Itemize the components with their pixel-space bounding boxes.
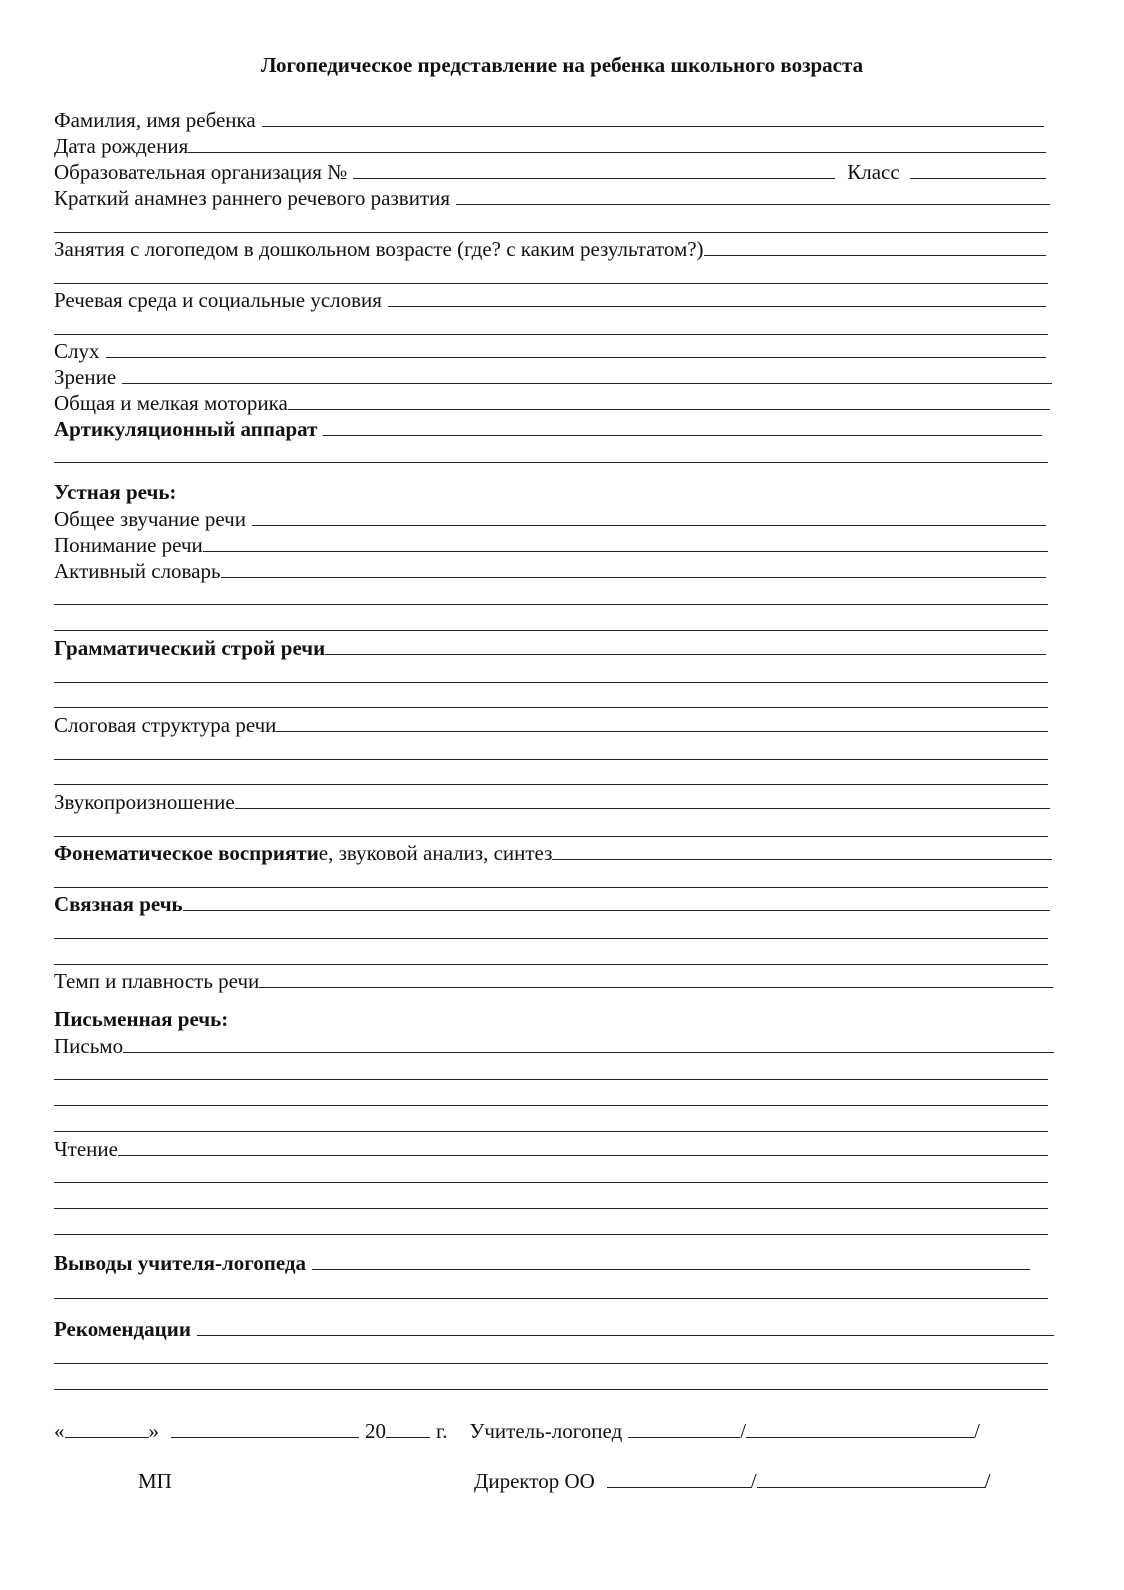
grammar-field[interactable] (325, 653, 1046, 655)
coherent-extra-line-1[interactable] (54, 938, 1048, 939)
reading-field[interactable] (118, 1154, 1048, 1156)
teacher-slash-2: / (974, 1419, 980, 1443)
tempo-label: Темп и плавность речи (54, 969, 260, 993)
coherent-extra-line-2[interactable] (54, 964, 1048, 965)
writing-extra-line-1[interactable] (54, 1079, 1048, 1080)
pronunciation-field[interactable] (235, 807, 1050, 809)
environment-extra-line[interactable] (54, 334, 1048, 335)
child-name-label: Фамилия, имя ребенка (54, 108, 256, 132)
comprehension-field[interactable] (203, 550, 1048, 552)
articulation-field[interactable] (323, 434, 1042, 436)
preschool-field[interactable] (704, 254, 1046, 256)
vision-field[interactable] (122, 382, 1052, 384)
school-row (54, 158, 1046, 184)
anamnesis-row (54, 184, 1050, 210)
quote-close: » (148, 1419, 159, 1443)
vocabulary-extra-line-2[interactable] (54, 630, 1048, 631)
pronunciation-extra-line[interactable] (54, 836, 1048, 837)
reading-label: Чтение (54, 1137, 118, 1161)
hearing-row (54, 337, 1046, 363)
anamnesis-label: Краткий анамнез раннего речевого развития (54, 186, 451, 210)
syllable-field[interactable] (276, 730, 1048, 732)
reading-row (54, 1135, 1048, 1161)
teacher-slash-1: / (740, 1419, 747, 1443)
birth-date-row (54, 132, 1046, 158)
anamnesis-extra-line[interactable] (54, 232, 1048, 233)
phonemic-label-bold: Фонематическое восприяти (54, 841, 319, 865)
conclusions-row (54, 1249, 1030, 1275)
grammar-extra-line-2[interactable] (54, 707, 1048, 708)
sound-general-row (54, 505, 1046, 531)
writing-row (54, 1032, 1054, 1058)
written-speech-heading: Письменная речь: (54, 1007, 229, 1031)
reading-extra-line-3[interactable] (54, 1234, 1048, 1235)
preschool-extra-line[interactable] (54, 283, 1048, 284)
environment-row (54, 286, 1046, 312)
conclusions-field[interactable] (312, 1268, 1030, 1270)
vision-row (54, 363, 1052, 389)
writing-label: Письмо (54, 1034, 124, 1058)
teacher-name-field[interactable] (746, 1436, 974, 1438)
grammar-extra-line-1[interactable] (54, 682, 1048, 683)
motor-label: Общая и мелкая моторика (54, 391, 288, 415)
year-suffix: г. (436, 1419, 448, 1443)
recommendations-extra-line-1[interactable] (54, 1363, 1048, 1364)
comprehension-label: Понимание речи (54, 533, 203, 557)
document-title: Логопедическое представление на ребенка школьного возраста (260, 53, 864, 77)
quote-open: « (54, 1419, 65, 1443)
month-field[interactable] (171, 1436, 359, 1438)
phonemic-label-rest: е, звуковой анализ, синтез (318, 841, 553, 865)
teacher-signature-field[interactable] (628, 1436, 740, 1438)
hearing-field[interactable] (106, 356, 1047, 358)
birth-date-field[interactable] (188, 151, 1046, 153)
recommendations-field[interactable] (197, 1334, 1054, 1336)
motor-field[interactable] (288, 408, 1050, 410)
vocabulary-label: Активный словарь (54, 559, 221, 583)
vocabulary-field[interactable] (221, 576, 1046, 578)
school-label: Образовательная организация № (54, 160, 348, 184)
director-row (474, 1467, 1014, 1493)
child-name-field[interactable] (262, 125, 1044, 127)
writing-field[interactable] (123, 1051, 1054, 1053)
grade-field[interactable] (910, 177, 1046, 179)
director-name-field[interactable] (757, 1486, 985, 1488)
reading-extra-line-1[interactable] (54, 1182, 1048, 1183)
phonemic-field[interactable] (552, 858, 1052, 860)
syllable-row (54, 711, 1048, 737)
coherent-field[interactable] (183, 909, 1050, 911)
reading-extra-line-2[interactable] (54, 1208, 1048, 1209)
teacher-label: Учитель-логопед (469, 1419, 623, 1443)
phonemic-extra-line[interactable] (54, 887, 1048, 888)
recommendations-label: Рекомендации (54, 1317, 191, 1341)
environment-field[interactable] (388, 305, 1046, 307)
environment-label: Речевая среда и социальные условия (54, 288, 382, 312)
preschool-row (54, 235, 1046, 261)
writing-extra-line-2[interactable] (54, 1105, 1048, 1106)
recommendations-extra-line-2[interactable] (54, 1389, 1048, 1390)
mp-label: МП (138, 1469, 172, 1493)
day-field[interactable] (65, 1436, 149, 1438)
preschool-label: Занятия с логопедом в дошкольном возрасте (где? с каким результатом?) (54, 237, 704, 261)
tempo-row (54, 967, 1053, 993)
director-slash-1: / (750, 1469, 757, 1493)
syllable-label: Слоговая структура речи (54, 713, 277, 737)
grade-label: Класс (847, 160, 900, 184)
child-name-row (54, 106, 1044, 132)
director-label: Директор ОО (474, 1469, 595, 1493)
conclusions-label: Выводы учителя-логопеда (54, 1251, 307, 1275)
grammar-row (54, 634, 1046, 660)
syllable-extra-line-1[interactable] (54, 759, 1048, 760)
vocabulary-row (54, 557, 1046, 583)
articulation-row (54, 415, 1042, 441)
vocabulary-extra-line-1[interactable] (54, 604, 1048, 605)
sound-general-field[interactable] (252, 524, 1046, 526)
coherent-row (54, 890, 1050, 916)
director-slash-2: / (984, 1469, 991, 1493)
date-signature-row (54, 1417, 1014, 1443)
comprehension-row (54, 531, 1048, 557)
year-field[interactable] (386, 1436, 430, 1438)
tempo-field[interactable] (259, 986, 1053, 988)
articulation-label: Артикуляционный аппарат (54, 417, 318, 441)
director-signature-field[interactable] (607, 1486, 751, 1488)
school-field[interactable] (353, 177, 835, 179)
motor-row (54, 389, 1050, 415)
conclusions-extra-line[interactable] (54, 1298, 1048, 1299)
oral-speech-heading: Устная речь: (54, 480, 177, 504)
birth-date-label: Дата рождения (54, 134, 189, 158)
vision-label: Зрение (54, 365, 117, 389)
recommendations-row (54, 1315, 1054, 1341)
grammar-label: Грамматический строй речи (54, 636, 326, 660)
year-prefix: 20 (365, 1419, 386, 1443)
sound-general-label: Общее звучание речи (54, 507, 246, 531)
hearing-label: Слух (54, 339, 100, 363)
phonemic-row (54, 839, 1052, 865)
pronunciation-label: Звукопроизношение (54, 790, 235, 814)
articulation-extra-line[interactable] (54, 462, 1048, 463)
writing-extra-line-3[interactable] (54, 1131, 1048, 1132)
coherent-label: Связная речь (54, 892, 183, 916)
pronunciation-row (54, 788, 1050, 814)
anamnesis-field[interactable] (456, 203, 1050, 205)
syllable-extra-line-2[interactable] (54, 784, 1048, 785)
